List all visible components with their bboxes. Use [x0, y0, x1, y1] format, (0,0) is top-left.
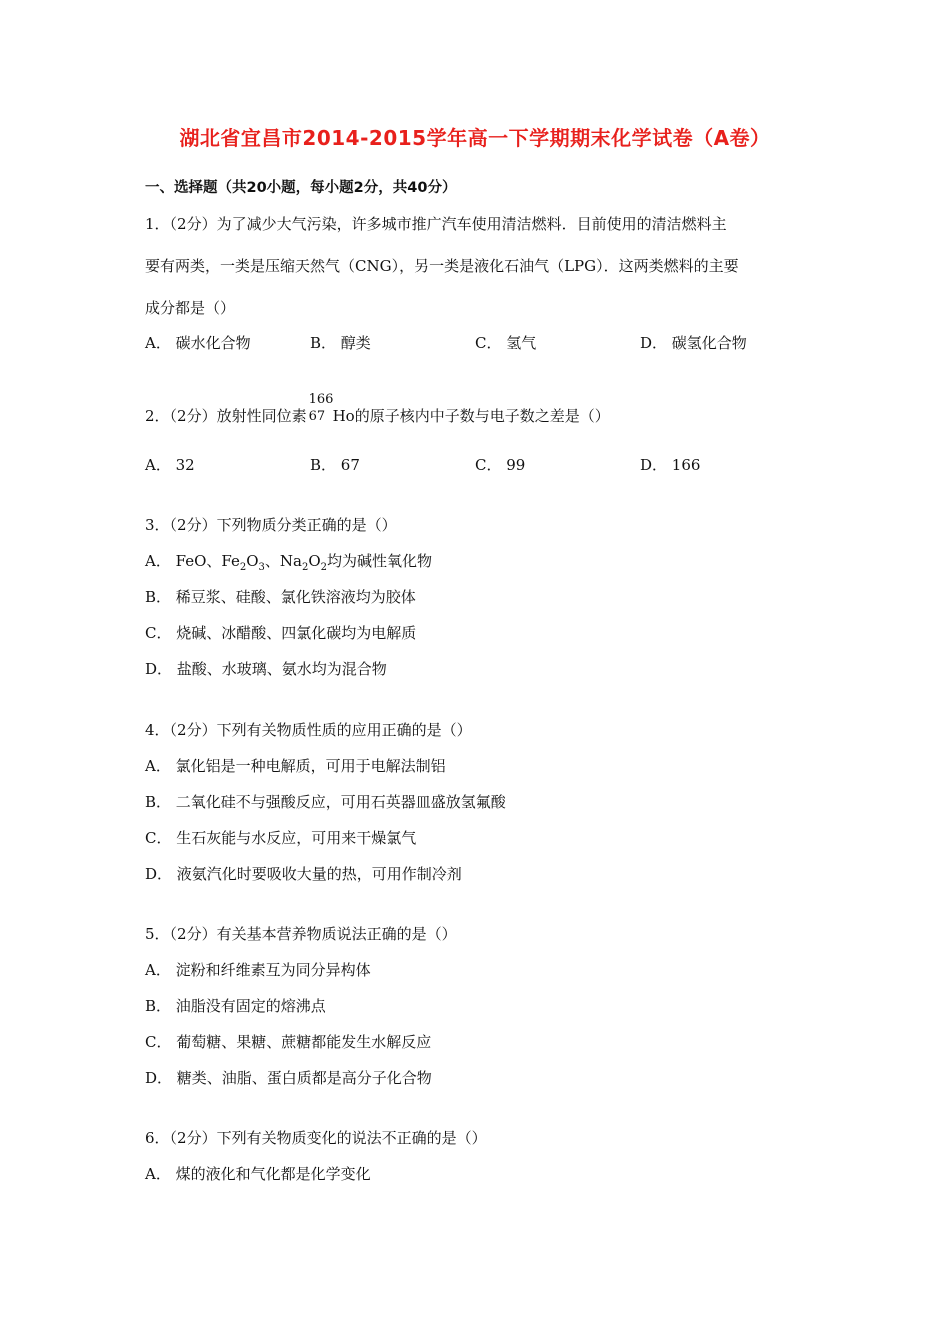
formula-text: O — [308, 552, 321, 570]
question-3-option-c: C． 烧碱、冰醋酸、四氯化碳均为电解质 — [145, 624, 417, 642]
question-6-stem: 6．（2分）下列有关物质变化的说法不正确的是（） — [145, 1129, 487, 1147]
question-2-option-c: C． 99 — [475, 456, 526, 474]
question-3-option-a — [145, 550, 432, 573]
question-1-line-2: 要有两类，一类是压缩天然气（CNG），另一类是液化石油气（LPG）．这两类燃料的主要 — [145, 257, 739, 275]
isotope-mass-number: 166 — [308, 392, 334, 407]
question-1-option-c: C． 氢气 — [475, 334, 537, 352]
question-2-option-a: A． 32 — [145, 456, 195, 474]
question-2-option-b: B． 67 — [310, 456, 360, 474]
question-2-prefix: 2．（2分）放射性同位素 — [145, 407, 307, 425]
question-1-option-a: A． 碳水化合物 — [145, 334, 251, 352]
question-4-option-a: A． 氯化铝是一种电解质，可用于电解法制铝 — [145, 757, 446, 775]
question-5-stem: 5．（2分）有关基本营养物质说法正确的是（） — [145, 925, 457, 943]
subscript: 2 — [301, 562, 309, 573]
question-4-stem: 4．（2分）下列有关物质性质的应用正确的是（） — [145, 721, 472, 739]
subscript: 3 — [258, 562, 265, 573]
isotope-symbol: Ho — [332, 407, 355, 425]
question-5-option-c: C． 葡萄糖、果糖、蔗糖都能发生水解反应 — [145, 1033, 432, 1051]
question-2-suffix: 的原子核内中子数与电子数之差是（） — [354, 407, 610, 425]
question-3-option-d: D． 盐酸、水玻璃、氨水均为混合物 — [145, 660, 387, 678]
formula-text: 、Na — [264, 552, 302, 570]
question-5-option-d: D． 糖类、油脂、蛋白质都是高分子化合物 — [145, 1069, 432, 1087]
question-3-option-b: B． 稀豆浆、硅酸、氯化铁溶液均为胶体 — [145, 588, 416, 606]
question-1-line-3: 成分都是（） — [145, 299, 236, 317]
question-6-option-a: A． 煤的液化和气化都是化学变化 — [145, 1165, 371, 1183]
subscript: 2 — [239, 562, 247, 573]
question-3-stem: 3．（2分）下列物质分类正确的是（） — [145, 516, 397, 534]
question-1-line-1: 1．（2分）为了减少大气污染，许多城市推广汽车使用清洁燃料．目前使用的清洁燃料主 — [145, 215, 727, 233]
option-text: 均为碱性氧化物 — [327, 552, 433, 570]
page-title: 湖北省宜昌市2014-2015学年高一下学期期末化学试卷（A卷） — [179, 126, 771, 150]
question-4-option-d: D． 液氨汽化时要吸收大量的热，可用作制冷剂 — [145, 865, 462, 883]
formula-text: O — [246, 552, 259, 570]
isotope-notation — [307, 392, 334, 424]
question-1-option-d: D． 碳氢化合物 — [640, 334, 747, 352]
question-5-option-a: A． 淀粉和纤维素互为同分异构体 — [145, 961, 371, 979]
question-2-option-d: D． 166 — [640, 456, 701, 474]
question-4-option-c: C． 生石灰能与水反应，可用来干燥氯气 — [145, 829, 417, 847]
question-4-option-b: B． 二氧化硅不与强酸反应，可用石英器皿盛放氢氟酸 — [145, 793, 506, 811]
subscript: 2 — [320, 562, 328, 573]
question-1-option-b: B． 醇类 — [310, 334, 371, 352]
question-5-option-b: B． 油脂没有固定的熔沸点 — [145, 997, 326, 1015]
section-heading: 一、选择题（共20小题，每小题2分，共40分） — [145, 180, 457, 196]
question-2-stem — [145, 392, 610, 426]
formula-text: A． FeO、Fe — [145, 552, 240, 570]
isotope-atomic-number: 67 — [308, 409, 326, 424]
